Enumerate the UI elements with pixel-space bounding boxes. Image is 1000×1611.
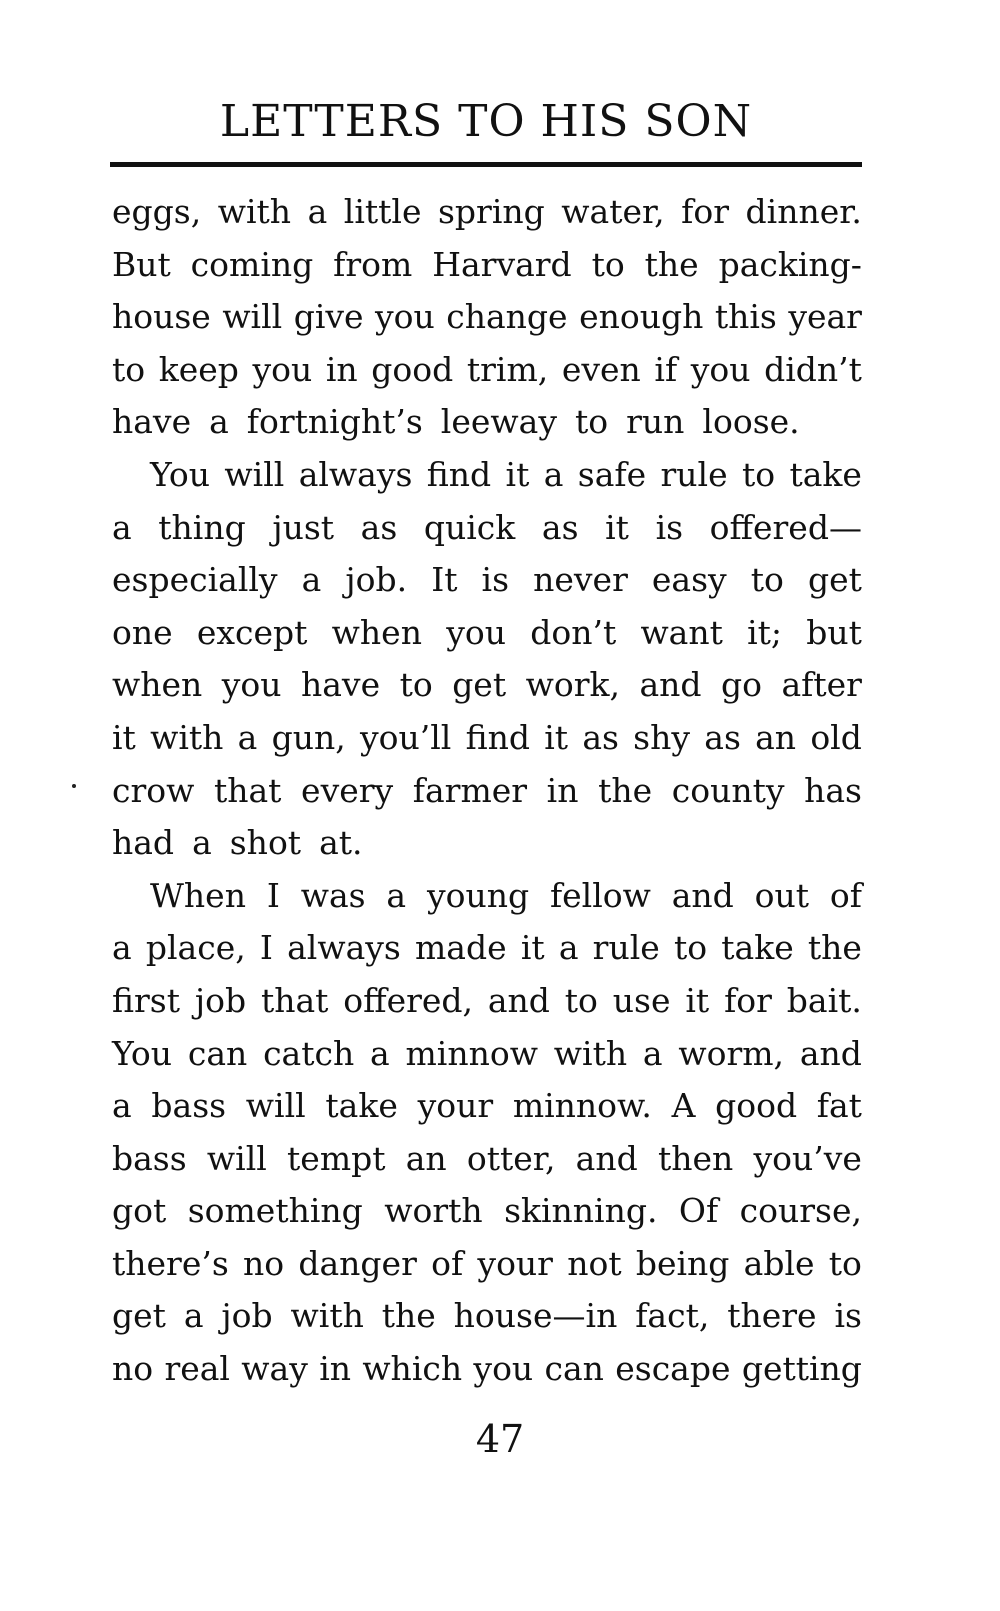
word: spring (438, 192, 545, 231)
word: house—in (453, 1296, 618, 1336)
word: will (245, 1086, 306, 1126)
word: quick (423, 507, 516, 547)
word: got (112, 1191, 167, 1231)
word: offered— (709, 507, 862, 547)
word: and (639, 665, 702, 705)
text-line (112, 1238, 862, 1291)
text-line (112, 449, 862, 502)
word: a (642, 1033, 663, 1073)
word: is (481, 560, 510, 600)
word: at. (319, 823, 363, 863)
text-line (112, 922, 862, 975)
word: never (533, 560, 628, 600)
word: as (360, 507, 398, 547)
word: didn’t (764, 349, 862, 389)
word: find (465, 717, 530, 757)
word: shot (229, 823, 302, 863)
word: job (194, 980, 247, 1020)
word: as (704, 717, 741, 757)
word: even (561, 349, 641, 389)
word: a (370, 1033, 390, 1073)
word: minnow. (512, 1086, 652, 1126)
text-line (112, 712, 862, 765)
word: You (150, 454, 211, 494)
word: escape (615, 1349, 731, 1389)
word: the (381, 1296, 436, 1336)
word: want (640, 612, 723, 652)
word: made (415, 928, 507, 968)
text-line (112, 1028, 862, 1081)
word: otter, (466, 1138, 556, 1178)
word: something (187, 1191, 363, 1231)
word: But (112, 244, 171, 284)
word: was (300, 875, 366, 915)
word: worth (384, 1191, 483, 1231)
word: it (544, 717, 569, 757)
header-rule (110, 162, 862, 167)
text-line (112, 975, 862, 1028)
word: to (741, 454, 776, 494)
word: an (755, 717, 797, 757)
word: real (164, 1349, 230, 1389)
word: you’ve (753, 1138, 862, 1178)
text-line (112, 870, 862, 923)
print-speck (72, 784, 76, 788)
word: a (112, 507, 132, 547)
word: a (543, 454, 564, 494)
word: packing- (718, 244, 862, 284)
word: farmer (412, 770, 528, 810)
word: keep (158, 349, 239, 389)
word: young (426, 875, 530, 915)
word: one (112, 612, 173, 652)
word: a (301, 560, 322, 600)
word: with (150, 717, 224, 757)
word: work, (525, 665, 620, 705)
word: it; (747, 612, 783, 652)
text-line (112, 817, 862, 870)
word: there’s (112, 1243, 229, 1283)
word: it (112, 717, 136, 757)
word: give (293, 297, 364, 337)
word: gun, (271, 717, 346, 757)
word: is (834, 1296, 862, 1336)
word: offered, (343, 980, 474, 1020)
word: skinning. (504, 1191, 658, 1231)
word: bass (151, 1086, 227, 1126)
word: will (224, 454, 285, 494)
word: bass (112, 1138, 187, 1178)
word: the (807, 928, 862, 968)
word: get (452, 665, 507, 705)
text-line (112, 1290, 862, 1343)
text-line (112, 1343, 862, 1396)
word: fellow (549, 875, 651, 915)
word: catch (263, 1033, 355, 1073)
word: you (375, 297, 435, 337)
word: no (112, 1349, 154, 1389)
word: don’t (530, 612, 617, 652)
word: enough (579, 297, 704, 337)
word: trim, (466, 349, 549, 389)
word: When (150, 875, 246, 915)
word: find (426, 454, 492, 494)
word: it (685, 980, 710, 1020)
text-line (112, 607, 862, 660)
text-line (112, 502, 862, 555)
text-line (112, 1133, 862, 1186)
word: every (301, 770, 394, 810)
word: run (626, 402, 685, 442)
word: I (259, 928, 273, 968)
word: get (112, 1296, 166, 1336)
word: job (221, 1296, 273, 1336)
text-line (112, 765, 862, 818)
word: have (112, 402, 192, 442)
word: loose. (702, 402, 800, 442)
word: and (671, 875, 734, 915)
word: no (243, 1243, 285, 1283)
word: have (301, 665, 381, 705)
page-number: 47 (475, 1417, 525, 1461)
word: after (781, 665, 862, 705)
word: shy (633, 717, 691, 757)
word: house (112, 297, 211, 337)
word: will (222, 297, 283, 337)
word: being (635, 1243, 730, 1283)
word: county (671, 770, 785, 810)
word: to (591, 244, 625, 284)
word: with (290, 1296, 364, 1336)
word: of (829, 875, 862, 915)
word: especially (112, 560, 278, 600)
word: a (112, 928, 132, 968)
word: take (325, 1086, 398, 1126)
word: and (799, 1033, 862, 1073)
word: Of (678, 1191, 719, 1231)
word: as (541, 507, 579, 547)
word: getting (741, 1349, 862, 1389)
word: dinner. (745, 192, 862, 231)
text-line (112, 554, 862, 607)
word: job. (345, 560, 408, 600)
word: a (209, 402, 229, 442)
word: I (266, 875, 280, 915)
text-line (112, 291, 862, 344)
word: eggs, (112, 192, 202, 231)
word: that (213, 770, 282, 810)
word: that (260, 980, 329, 1020)
word: It (431, 560, 458, 600)
word: when (112, 665, 203, 705)
word: little (343, 192, 422, 231)
word: out (754, 875, 810, 915)
word: a (183, 1296, 204, 1336)
word: first (112, 980, 180, 1020)
word: and (575, 1138, 638, 1178)
word: take (721, 928, 794, 968)
word: a (386, 875, 407, 915)
word: tempt (287, 1138, 386, 1178)
word: and (487, 980, 550, 1020)
word: always (298, 454, 413, 494)
text-line (112, 396, 862, 449)
word: you (252, 349, 313, 389)
word: change (446, 297, 568, 337)
word: A (671, 1086, 696, 1126)
word: to (574, 402, 609, 442)
word: can (187, 1033, 248, 1073)
text-line (112, 344, 862, 397)
word: you (473, 1349, 534, 1389)
word: danger (298, 1243, 417, 1283)
word: from (333, 244, 413, 284)
word: there (727, 1296, 817, 1336)
word: crow (112, 770, 195, 810)
word: it (605, 507, 629, 547)
word: rule (592, 928, 660, 968)
word: just (272, 507, 335, 547)
word: worm, (678, 1033, 785, 1073)
word: easy (651, 560, 727, 600)
word: this (714, 297, 777, 337)
word: then (657, 1138, 734, 1178)
word: to (828, 1243, 862, 1283)
word: a (112, 1086, 132, 1126)
word: always (287, 928, 401, 968)
word: with (217, 192, 292, 231)
word: rule (660, 454, 728, 494)
word: your (477, 1243, 553, 1283)
text-line (112, 186, 862, 239)
word: which (362, 1349, 463, 1389)
word: use (612, 980, 671, 1020)
word: the (598, 770, 653, 810)
word: to (112, 349, 146, 389)
word: not (567, 1243, 622, 1283)
text-line (112, 1080, 862, 1133)
word: way (241, 1349, 308, 1389)
word: fat (816, 1086, 862, 1126)
word: will (206, 1138, 267, 1178)
word: fact, (635, 1296, 710, 1336)
word: of (431, 1243, 464, 1283)
word: leeway (440, 402, 557, 442)
word: thing (158, 507, 246, 547)
text-line (112, 1185, 862, 1238)
word: good (715, 1086, 798, 1126)
word: course, (739, 1191, 862, 1231)
word: is (655, 507, 684, 547)
word: can (544, 1349, 604, 1389)
word: bait. (786, 980, 862, 1020)
word: go (720, 665, 762, 705)
word: place, (145, 928, 246, 968)
word: when (331, 612, 422, 652)
word: safe (577, 454, 647, 494)
word: to (399, 665, 433, 705)
word: take (789, 454, 862, 494)
word: a (307, 192, 328, 231)
body-text (112, 186, 862, 1396)
running-head: LETTERS TO HIS SON (219, 96, 753, 147)
word: able (743, 1243, 815, 1283)
word: coming (190, 244, 314, 284)
word: you (446, 612, 506, 652)
word: except (196, 612, 308, 652)
text-line (112, 659, 862, 712)
word: Harvard (432, 244, 572, 284)
word: You (112, 1033, 173, 1073)
word: a (558, 928, 579, 968)
word: year (788, 297, 862, 337)
word: has (804, 770, 862, 810)
word: it (520, 928, 545, 968)
word: had (112, 823, 175, 863)
word: fortnight’s (246, 402, 423, 442)
word: an (405, 1138, 447, 1178)
word: your (417, 1086, 494, 1126)
word: you (690, 349, 751, 389)
word: with (553, 1033, 628, 1073)
word: to (750, 560, 784, 600)
word: for (724, 980, 772, 1020)
word: a (192, 823, 212, 863)
word: in (319, 1349, 351, 1389)
word: get (807, 560, 862, 600)
text-line (112, 239, 862, 292)
word: water, (561, 192, 665, 231)
word: to (564, 980, 598, 1020)
word: it (505, 454, 530, 494)
word: to (673, 928, 708, 968)
word: a (237, 717, 258, 757)
word: you’ll (359, 717, 452, 757)
word: you (221, 665, 282, 705)
word: if (654, 349, 678, 389)
word: but (806, 612, 862, 652)
word: as (582, 717, 619, 757)
word: in (325, 349, 358, 389)
word: minnow (405, 1033, 538, 1073)
word: the (644, 244, 699, 284)
word: in (546, 770, 579, 810)
word: good (371, 349, 454, 389)
word: for (681, 192, 730, 231)
word: old (810, 717, 862, 757)
